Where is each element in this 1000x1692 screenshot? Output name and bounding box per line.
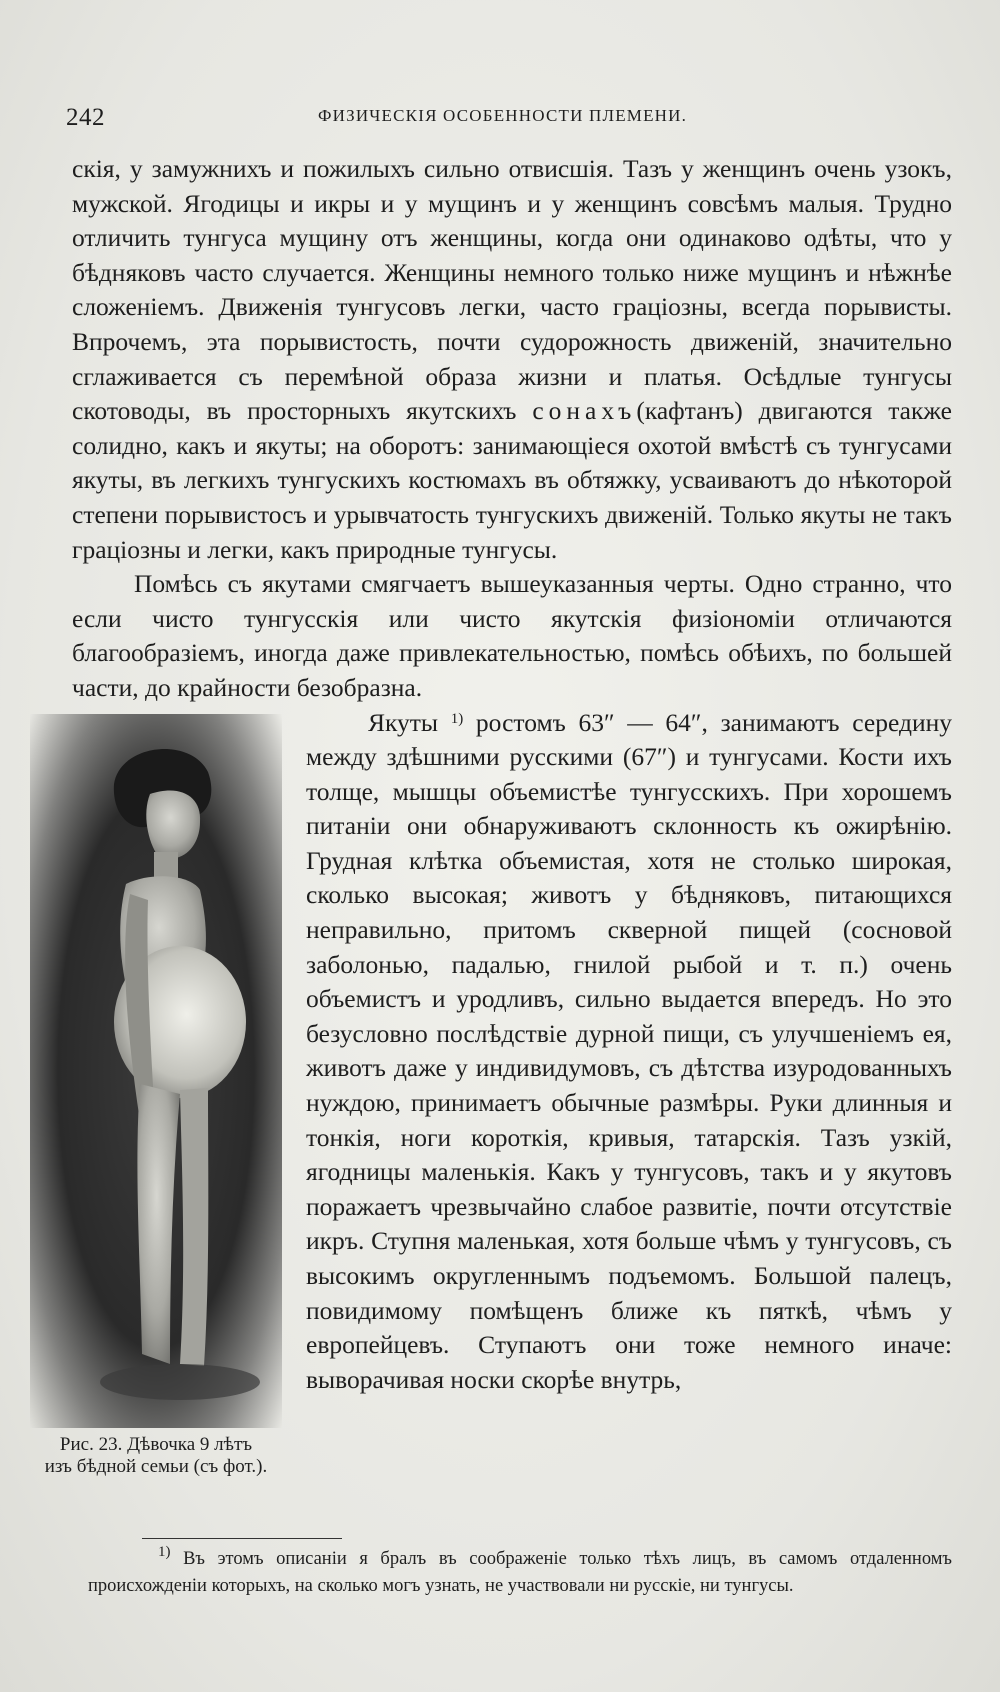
footnote-divider — [142, 1538, 342, 1539]
caption-line-1: Рис. 23. Дѣвочка 9 лѣтъ — [59, 1433, 253, 1455]
figure-caption — [16, 1434, 296, 1478]
caption-line-2: изъ бѣдной семьи (съ фот.). — [44, 1455, 268, 1477]
paragraph-1 — [72, 152, 952, 567]
page-header — [0, 98, 1000, 138]
spaced-term: сонахъ — [532, 396, 637, 426]
footnote-reference: 1) — [450, 710, 464, 727]
figure-23 — [30, 714, 282, 1478]
paragraph-1-text-end: (кафтанъ) двигаются также солидно, какъ и якуты; на оборотъ: занимающіеся охотой вмѣстѣ съ тунгусами якуты, въ легкихъ тунгускихъ костюмахъ въ обтяжку, усваиваютъ до нѣкоторой степени порывистосъ и урывчатость тунгускихъ движеній. Только якуты не такъ граціозны и легки, какъ природные тунгусы. — [72, 396, 952, 564]
main-text — [44, 152, 952, 1478]
page-number: 242 — [66, 104, 105, 131]
photo-figure-silhouette — [30, 714, 282, 1428]
paragraph-1-text: скія, у замужнихъ и пожилыхъ сильно отвисшія. Тазъ у женщинъ очень узокъ, мужской. Ягодицы и икры и у мущинъ и у женщинъ совсѣмъ малыя. Трудно отличить тунгуса мущину отъ женщины, когда они одинаково одѣты, что у бѣдняковъ часто случается. Женщины немного только ниже мущинъ и нѣжнѣе сложеніемъ. Движенія тунгусовъ легки, часто граціозны, всегда порывисты. Впрочемъ, эта порывистость, почти судорожность движеній, значительно сглаживается съ перемѣной образа жизни и платья. Осѣдлые тунгусы скотоводы, въ просторныхъ якутскихъ — [72, 154, 952, 426]
paragraph-3-text: ростомъ 63″ — 64″, занимаютъ середину между здѣшними русскими (67″) и тунгусами. Кости ихъ толще, мышцы объемистѣе тунгусскихъ. При хорошемъ питаніи они обнаруживаютъ склонность къ ожирѣнію. Грудная клѣтка объемистая, хотя не столько широкая, сколько высокая; животъ у бѣдняковъ, питающихся неправильно, притомъ скверной пищей (сосновой заболонью, падалью, гнилой рыбой и т. п.) очень объемистъ и уродливъ, сильно выдается впередъ. Но это безусловно послѣдствіе дурной пищи, съ улучшеніемъ ея, животъ даже у индивидумовъ, съ дѣтства изуродованныхъ нуждою, принимаетъ обычные размѣры. Руки длинныя и тонкія, ноги короткія, кривыя, татарскія. Тазъ узкій, ягодницы маленькія. Какъ у тунгусовъ, такъ и у якутовъ поражаетъ чрезвычайно слабое развитіе, почти отсутствіе икръ. Ступня маленькая, хотя больше чѣмъ у тунгусовъ, съ высокимъ округленнымъ подъемомъ. Большой палецъ, повидимому помѣщенъ ближе къ пяткѣ, чѣмъ у европейцевъ. Ступаютъ они тоже немного иначе: выворачивая носки скорѣе внутрь, — [306, 707, 952, 1394]
girl-photograph — [30, 714, 282, 1428]
running-title: ФИЗИЧЕСКІЯ ОСОБЕННОСТИ ПЛЕМЕНИ. — [318, 106, 688, 125]
footnote — [88, 1546, 952, 1600]
paragraph-2: Помѣсь съ якутами смягчаетъ вышеуказанныя черты. Одно странно, что если чисто тунгусскія или чисто якутскія физіономіи отличаются благообразіемъ, иногда даже привлекательностью, помѣсь обѣихъ, по большей части, до крайности безобразна. — [72, 569, 952, 702]
footnote-marker: 1) — [158, 1544, 171, 1560]
paragraph-3-start: Якуты — [368, 707, 451, 737]
footnote-text: Въ этомъ описаніи я бралъ въ соображеніе только тѣхъ лицъ, въ самомъ отдаленномъ происхожденіи которыхъ, на сколько могъ узнать, не участвовали ни русскіе, ни тунгусы. — [88, 1549, 952, 1596]
